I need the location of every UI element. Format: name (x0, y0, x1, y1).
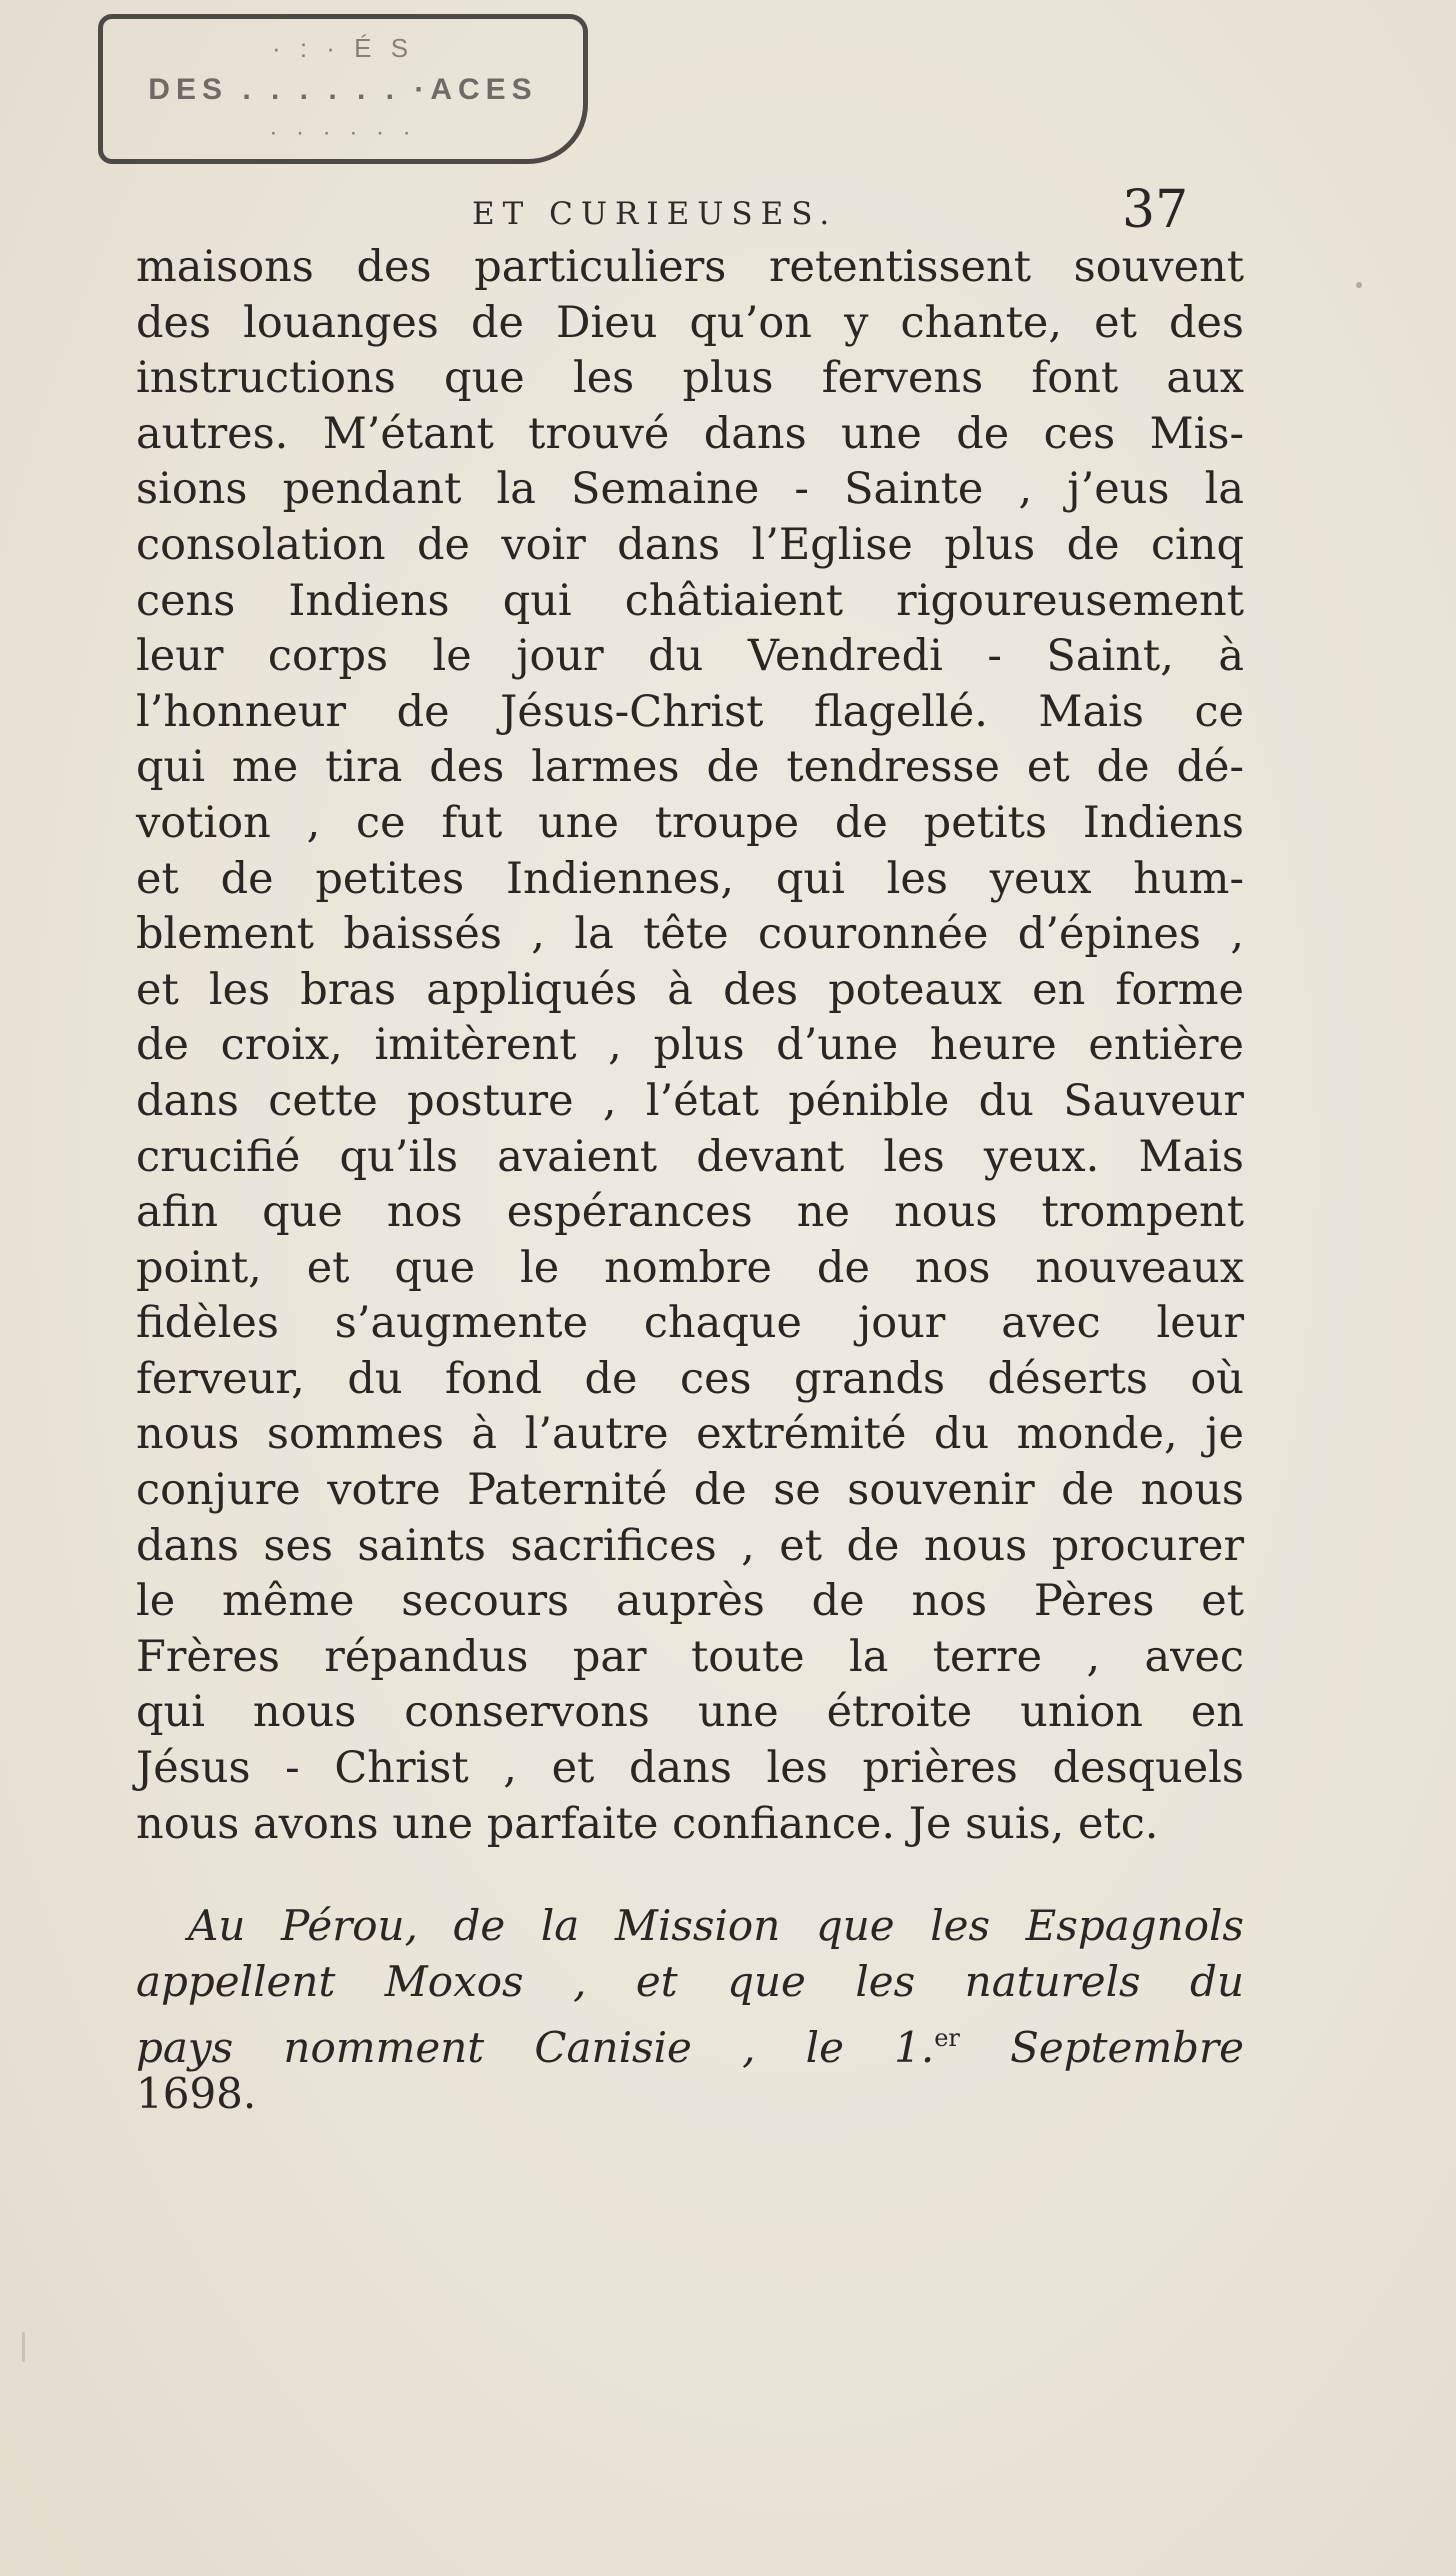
text-line: ferveur, du fond de ces grands déserts où (136, 1353, 1244, 1404)
text-line: dans ses saints sacrifices , et de nous procurer (136, 1520, 1244, 1571)
text-line: point, et que le nombre de nos nouveaux (136, 1242, 1244, 1293)
dateline-line-3-pre: pays nomment Canisie , le 1. (136, 2023, 935, 2072)
text-line: leur corps le jour du Vendredi - Saint, à (136, 631, 1244, 682)
body-text (136, 240, 1244, 1852)
text-line: le même secours auprès de nos Pères et (136, 1576, 1244, 1627)
text-line: qui me tira des larmes de tendresse et de dé- (136, 742, 1244, 793)
text-line: et les bras appliqués à des poteaux en forme (136, 964, 1244, 1015)
paper-speck (1356, 282, 1362, 288)
text-line: consolation de voir dans l’Eglise plus de cinq (136, 519, 1244, 570)
text-line: conjure votre Paternité de se souvenir de nous (136, 1465, 1244, 1516)
stamp-line-2: DES . . . . . . ·ACES (148, 73, 538, 106)
text-line: des louanges de Dieu qu’on y chante, et des (136, 297, 1244, 348)
dateline-line-3-post: Septembre (959, 2023, 1244, 2072)
text-line: sions pendant la Semaine - Sainte , j’eus la (136, 464, 1244, 515)
text-line: votion , ce fut une troupe de petits Indiens (136, 797, 1244, 848)
stamp-line-1: · : · É S (271, 33, 415, 63)
letter-dateline (136, 1898, 1244, 2122)
text-line: dans cette posture , l’état pénible du Sauveur (136, 1075, 1244, 1126)
running-title: ET CURIEUSES. (472, 196, 838, 232)
text-line: blement baissés , la tête couronnée d’épines , (136, 909, 1244, 960)
text-line: qui nous conservons une étroite union en (136, 1687, 1244, 1738)
paper-speck (22, 2332, 25, 2362)
text-line: afin que nos espérances ne nous trompent (136, 1187, 1244, 1238)
text-line: nous sommes à l’autre extrémité du monde, je (136, 1409, 1244, 1460)
text-line: crucifié qu’ils avaient devant les yeux. Mais (136, 1131, 1244, 1182)
text-line: l’honneur de Jésus-Christ flagellé. Mais ce (136, 686, 1244, 737)
text-line: et de petites Indiennes, qui les yeux hum- (136, 853, 1244, 904)
page-number: 37 (1122, 180, 1189, 240)
dateline-line-1: Au Pérou, de la Mission que les Espagnols (188, 1901, 1244, 1950)
dateline-superscript: er (934, 2024, 960, 2052)
text-line: fidèles s’augmente chaque jour avec leur (136, 1298, 1244, 1349)
text-line-last: nous avons une parfaite confiance. Je suis, etc. (136, 1798, 1159, 1849)
dateline-line-3 (136, 2010, 1244, 2072)
text-line: cens Indiens qui châtiaient rigoureusement (136, 575, 1244, 626)
dateline-line-2: appellent Moxos , et que les naturels du (136, 1957, 1244, 2006)
text-line: instructions que les plus fervens font aux (136, 353, 1244, 404)
stamp-line-3: · · · · · · (269, 119, 417, 146)
running-head (0, 180, 1456, 246)
dateline-year: 1698. (136, 2069, 257, 2118)
library-stamp (98, 14, 588, 164)
text-line: de croix, imitèrent , plus d’une heure entière (136, 1020, 1244, 1071)
text-line: autres. M’étant trouvé dans une de ces Mis- (136, 408, 1244, 459)
text-line: maisons des particuliers retentissent souvent (136, 242, 1244, 292)
text-line: Frères répandus par toute la terre , avec (136, 1631, 1244, 1682)
text-line: Jésus - Christ , et dans les prières desquels (136, 1743, 1244, 1794)
